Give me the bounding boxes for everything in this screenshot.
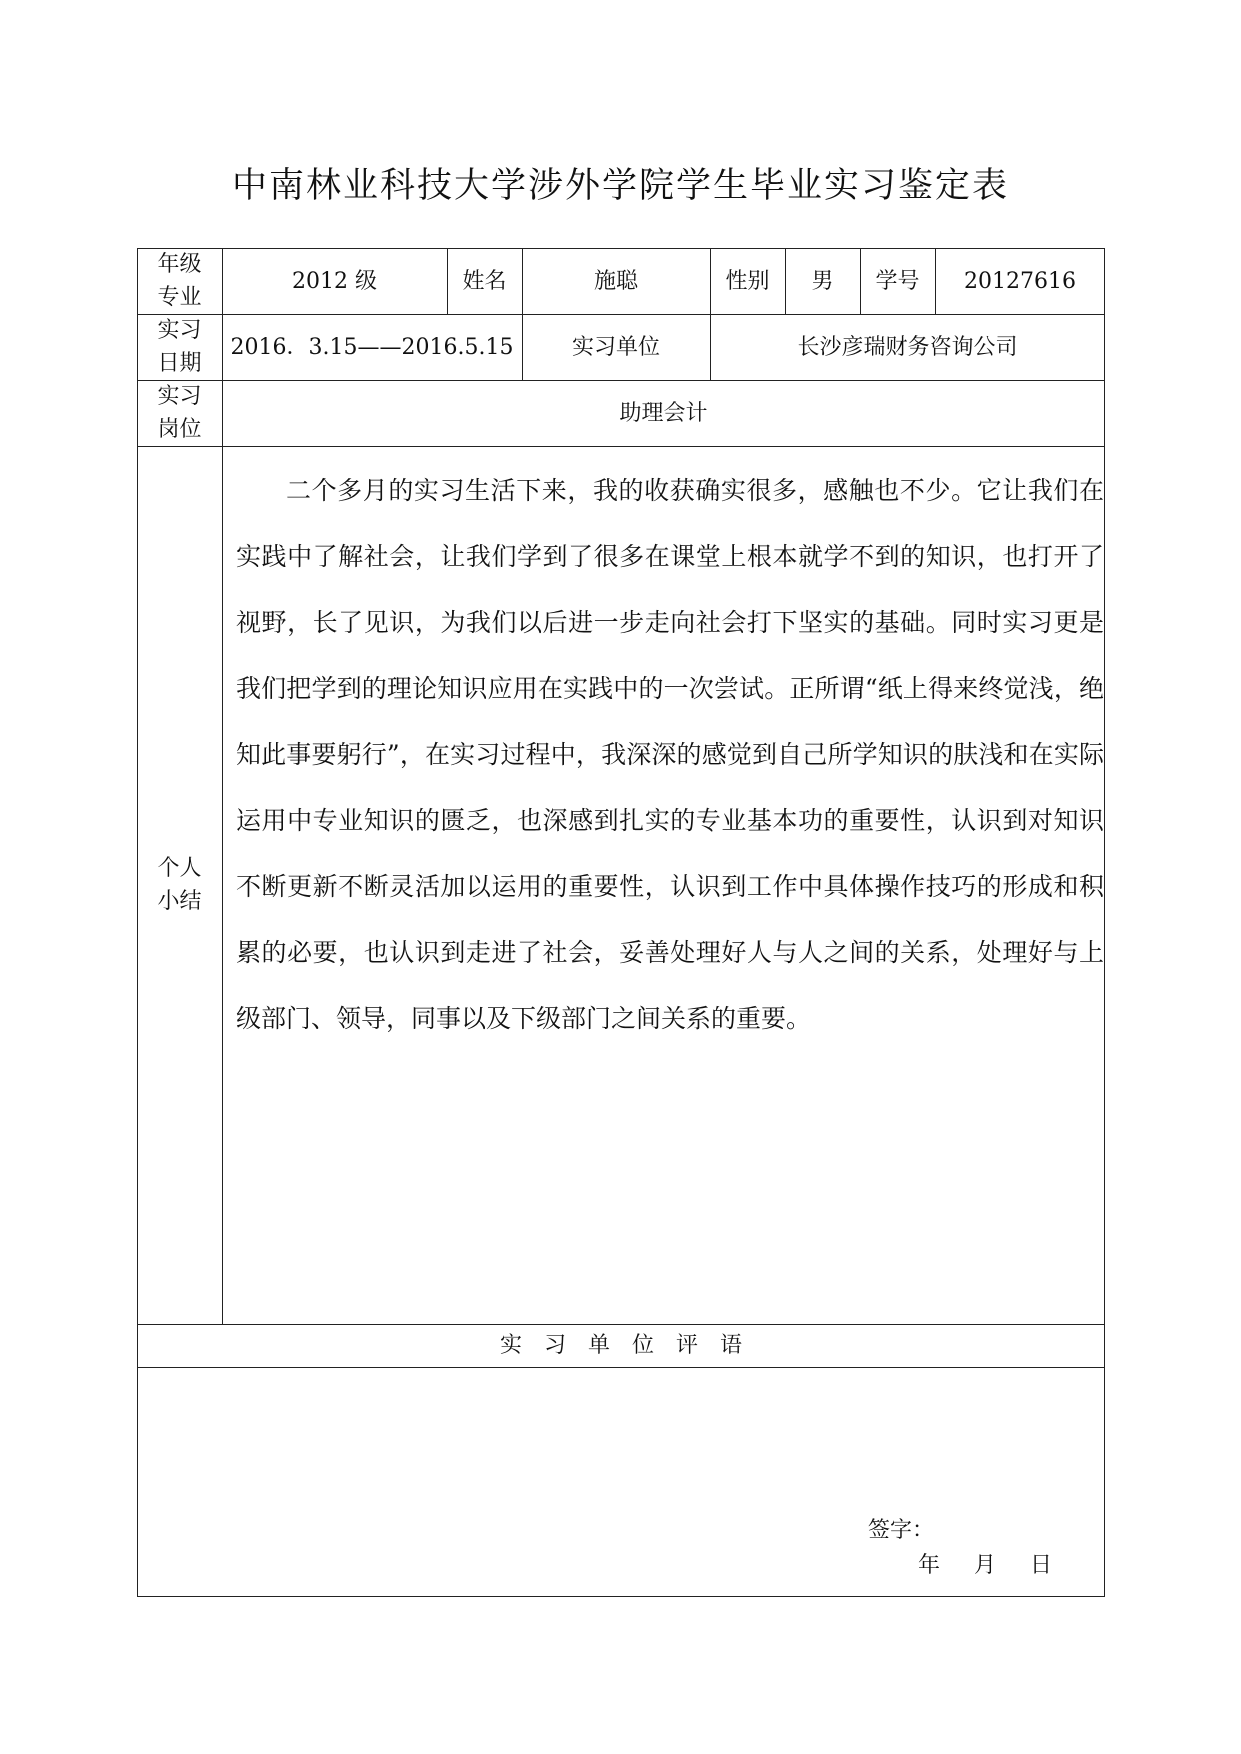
grade-major-label-line1: 年级: [157, 252, 202, 277]
internship-date-label-line1: 实习: [157, 318, 202, 343]
grade-value: 2012 级: [292, 268, 377, 294]
name-value: 施聪: [593, 268, 638, 294]
personal-summary-label-line1: 个人: [157, 856, 202, 881]
grade-major-label-line2: 专业: [157, 285, 202, 310]
personal-summary-label-line2: 小结: [157, 889, 202, 914]
grade-major-label: [137, 248, 222, 314]
evaluation-header: 实习单位评语: [499, 1333, 764, 1358]
internship-date-label-line2: 日期: [157, 351, 202, 376]
internship-post-label-line1: 实习: [157, 384, 202, 409]
internship-unit-value: 长沙彦瑞财务咨询公司: [797, 334, 1018, 360]
student-id-value: 20127616: [964, 268, 1076, 294]
document-title: 中南林业科技大学涉外学院学生毕业实习鉴定表: [231, 166, 1009, 206]
internship-post-label-line2: 岗位: [157, 417, 202, 442]
gender-label: 性别: [725, 268, 770, 294]
signature-label: 签字：: [868, 1518, 935, 1543]
internship-date-label: [137, 314, 222, 380]
internship-date-value: 2016．3.15——2016.5.15: [230, 334, 514, 360]
personal-summary-paragraph: 二个多月的实习生活下来，我的收获确实很多，感触也不少。它让我们在实践中了解社会，让我们学到了很多在课堂上根本就学不到的知识，也打开了视野，长了见识，为我们以后进一步走向社会打下坚实的基础。同时实习更是我们把学到的理论知识应用在实践中的一次尝试。正所谓“纸上得来终觉浅，绝知此事要躬行”，在实习过程中，我深深的感觉到自己所学知识的肤浅和在实际运用中专业知识的匮乏，也深感到扎实的专业基本功的重要性，认识到对知识不断更新不断灵活加以运用的重要性，认识到工作中具体操作技巧的形成和积累的必要，也认识到走进了社会，妥善处理好人与人之间的关系，处理好与上级部门、领导，同事以及下级部门之间关系的重要。: [236, 476, 1104, 1033]
internship-unit-label: 实习单位: [571, 334, 660, 360]
personal-summary-text: [236, 458, 1104, 1052]
gender-value: 男: [811, 268, 834, 294]
row-divider: [137, 1367, 1105, 1368]
personal-summary-label: [137, 446, 222, 1324]
student-id-label: 学号: [875, 268, 920, 294]
signature-date: 年 月 日: [918, 1553, 1059, 1578]
name-label: 姓名: [462, 268, 507, 294]
internship-post-value: 助理会计: [619, 400, 708, 426]
internship-post-label: [137, 380, 222, 446]
row-divider: [137, 446, 1105, 447]
